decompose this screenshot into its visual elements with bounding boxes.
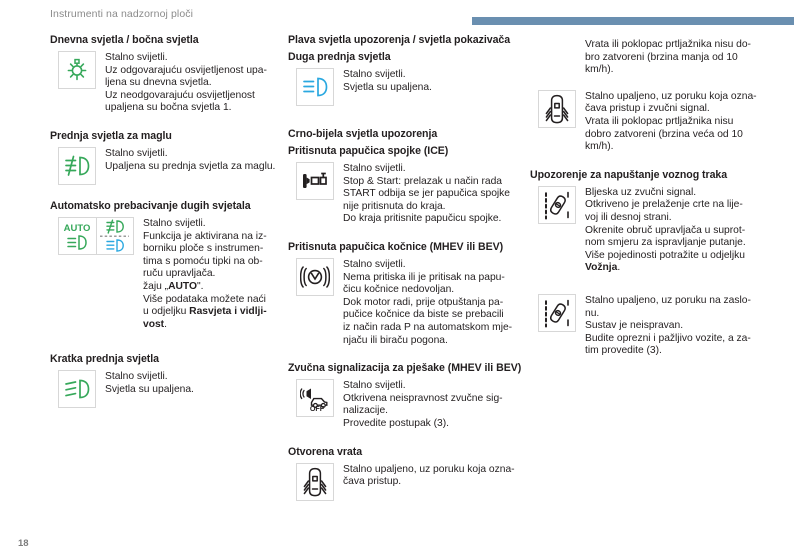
text-line: Stalno upaljeno, uz poruku koja ozna- (585, 90, 757, 102)
section-heading-blue-warning-lights: Plava svjetla upozorenja / svjetla pokazivača (288, 34, 511, 46)
pedestrian-sound-off-icon (296, 379, 334, 417)
text-line: iz način rada P na automatskom mje- (343, 321, 513, 333)
entry-brake-pedal (288, 258, 528, 347)
column-left (50, 34, 282, 408)
icon-cell (296, 68, 334, 106)
text-line: Svjetla su upaljena. (105, 383, 194, 395)
entry-text (105, 370, 282, 396)
text-line: km/h). (585, 64, 614, 76)
text-bold-driving-section: Vožnja (585, 262, 618, 274)
entry-text (105, 51, 282, 115)
text-segment: u odjeljku (143, 306, 190, 318)
text-line: Okrenite obruč upravljača u suprot- (585, 224, 746, 236)
text-line: tim provedite (3). (585, 345, 662, 357)
subsection-heading-clutch-pedal: Pritisnuta papučica spojke (ICE) (288, 145, 449, 157)
text-line (143, 319, 282, 332)
entry-text (343, 162, 528, 226)
text-line: Više podataka možete naći (143, 293, 266, 305)
text-bold-section: Rasvjeta i vidlji- (189, 306, 267, 318)
front-fog-lights-icon (58, 147, 96, 185)
lane-departure-warning-icon (538, 186, 576, 224)
section-heading-lane-departure: Upozorenje za napuštanje voznog traka (530, 168, 728, 181)
page-number: 18 (18, 538, 29, 549)
icon-cell (296, 162, 334, 200)
entry-text (585, 186, 780, 275)
text-line: voj ili desnoj strani. (585, 211, 672, 223)
open-door-icon (296, 463, 334, 501)
column-middle (288, 34, 528, 501)
svg-text:OFF: OFF (309, 404, 325, 413)
entry-lane-departure-fault (530, 294, 780, 358)
text-line: čava pristup i zvučni signal. (585, 103, 710, 115)
entry-text (585, 294, 780, 358)
section-heading-front-fog-lights: Prednja svjetla za maglu (50, 129, 172, 142)
text-line: Stalno svijetli. (343, 380, 406, 392)
entry-text (585, 38, 780, 77)
brake-pedal-icon (296, 258, 334, 296)
text-line: čicu kočnice nedovoljan. (343, 284, 455, 296)
text-line: nalizacije. (343, 405, 388, 417)
entry-open-door (288, 463, 528, 501)
text-line: upaljena su bočna svjetla 1. (105, 102, 232, 114)
text-segment: žaju „ (143, 280, 169, 292)
entry-pedestrian-sound (288, 379, 528, 430)
text-line: Upaljena su prednja svjetla za maglu. (105, 160, 276, 172)
icon-cell (538, 90, 576, 128)
text-line: km/h). (585, 141, 614, 153)
entry-clutch-pedal (288, 162, 528, 226)
svg-text:AUTO: AUTO (64, 222, 91, 234)
text-line: Vrata ili poklopac prtljažnika nisu do- (585, 39, 751, 50)
text-line: Stalno svijetli. (343, 69, 406, 80)
section-heading-black-white-warning: Crno-bijela svjetla upozorenja (288, 128, 438, 140)
entry-lane-departure-active (530, 186, 780, 275)
icon-cell (538, 294, 576, 332)
text-line: Budite oprezni i pažljivo vozite, a za- (585, 332, 751, 344)
text-line: nije pritisnuta do kraja. (343, 200, 446, 212)
entry-daytime-lights (50, 51, 282, 115)
text-bold-auto: AUTO (168, 280, 197, 292)
entry-low-beam (50, 370, 282, 408)
text-line: borniku ploče s instrumen- (143, 243, 264, 255)
text-line: Funkcija je aktivirana na iz- (143, 230, 267, 242)
entry-text (585, 90, 780, 154)
text-line: Svjetla su upaljena. (343, 81, 432, 93)
icon-cell (538, 186, 576, 224)
text-line: Stalno svijetli. (105, 147, 168, 159)
page-header-title: Instrumenti na nadzornoj ploči (50, 8, 194, 20)
icon-cell (58, 217, 134, 255)
text-bold-section-cont: vost (143, 318, 165, 330)
clutch-pedal-icon (296, 162, 334, 200)
text-line: Više pojedinosti potražite u odjeljku (585, 249, 745, 261)
text-segment: . (617, 262, 621, 274)
icon-cell (58, 370, 96, 408)
entry-text (343, 379, 528, 430)
text-line: dobro zatvoreni (brzina veća od 10 (585, 128, 743, 140)
text-line: Stalno svijetli. (105, 371, 168, 383)
auto-high-beam-icon (58, 217, 134, 255)
lane-departure-warning-icon (538, 294, 576, 332)
column-right (530, 34, 780, 358)
icon-cell (296, 379, 334, 417)
text-line: Sustav je neispravan. (585, 320, 684, 332)
entry-text (343, 463, 528, 489)
entry-front-fog-lights (50, 147, 282, 185)
text-line: tima s pomoću tipki na ob- (143, 255, 263, 267)
text-line: bro zatvoreni (brzina manja od 10 (585, 51, 738, 63)
entry-open-door-high-speed (530, 90, 780, 154)
text-segment: . (164, 318, 167, 330)
section-heading-auto-high-beam: Automatsko prebacivanje dugih svjetala (50, 199, 251, 212)
entry-auto-high-beam (50, 217, 282, 331)
entry-text (143, 217, 282, 331)
text-line: Otkrivena neispravnost zvučne sig- (343, 392, 503, 404)
open-door-icon (538, 90, 576, 128)
high-beam-headlights-icon (296, 68, 334, 106)
low-beam-headlights-icon (58, 370, 96, 408)
text-line: Nema pritiska ili je pritisak na papu- (343, 271, 505, 283)
text-line (143, 306, 282, 319)
text-line: Stalno svijetli. (343, 258, 406, 270)
auto-beam-switch-half (96, 217, 133, 255)
icon-cell (296, 258, 334, 296)
text-line: Stalno svijetli. (343, 163, 406, 174)
text-line: čava pristup. (343, 476, 402, 488)
section-heading-brake-pedal: Pritisnuta papučica kočnice (MHEV ili BEV) (288, 240, 504, 253)
text-line: ljena su dnevna svjetla. (105, 77, 212, 89)
text-line: pučice kočnice da biste se prebacili (343, 309, 504, 321)
header-accent-rule (472, 17, 794, 25)
text-line: njaču ili biraču pogona. (343, 334, 448, 346)
text-line (143, 281, 282, 294)
text-line: START odbija se jer papučica spojke (343, 188, 511, 200)
text-line: ruču upravljača. (143, 268, 216, 280)
entry-high-beam (288, 68, 528, 106)
text-line: nom smjeru za ispravljanje putanje. (585, 237, 746, 249)
text-line: Stalno svijetli. (105, 52, 168, 63)
icon-cell (58, 147, 96, 185)
text-line: Stalno upaljeno, uz poruku koja ozna- (343, 463, 515, 475)
daytime-running-lights-icon (58, 51, 96, 89)
section-heading-low-beam: Kratka prednja svjetla (50, 353, 160, 366)
entry-text (105, 147, 282, 173)
text-line: nu. (585, 307, 600, 319)
text-line: Stalno svijetli. (143, 217, 206, 229)
text-line: Uz odgovarajuću osvijetljenost upa- (105, 64, 267, 76)
section-heading-open-door: Otvorena vrata (288, 445, 363, 458)
entry-text (343, 68, 528, 94)
text-line: Provedite postupak (3). (343, 417, 449, 429)
subsection-heading-high-beam: Duga prednja svjetla (288, 51, 391, 63)
text-line: Stalno upaljeno, uz poruku na zaslo- (585, 294, 751, 306)
entry-open-door-continuation (530, 38, 780, 77)
icon-cell (58, 51, 96, 89)
section-heading-daytime-lights: Dnevna svjetla / bočna svjetla (50, 34, 199, 46)
entry-text (343, 258, 528, 347)
text-line: Dok motor radi, prije otpuštanja pa- (343, 296, 504, 308)
text-line (585, 262, 780, 275)
auto-low-beam-half (59, 217, 96, 255)
text-line: Bljeska uz zvučni signal. (585, 186, 697, 198)
icon-cell (296, 463, 334, 501)
text-line: Do kraja pritisnite papučicu spojke. (343, 213, 502, 225)
section-heading-pedestrian-sound: Zvučna signalizacija za pješake (MHEV ili BEV) (288, 362, 522, 375)
text-line: Otkriveno je prelaženje crte na lije- (585, 199, 743, 211)
text-line: Uz neodgovarajuću osvijetljenost (105, 89, 255, 101)
text-segment: ". (196, 280, 204, 292)
text-line: Vrata ili poklopac prtljažnika nisu (585, 115, 734, 127)
text-line: Stop & Start: prelazak u način rada (343, 175, 502, 187)
